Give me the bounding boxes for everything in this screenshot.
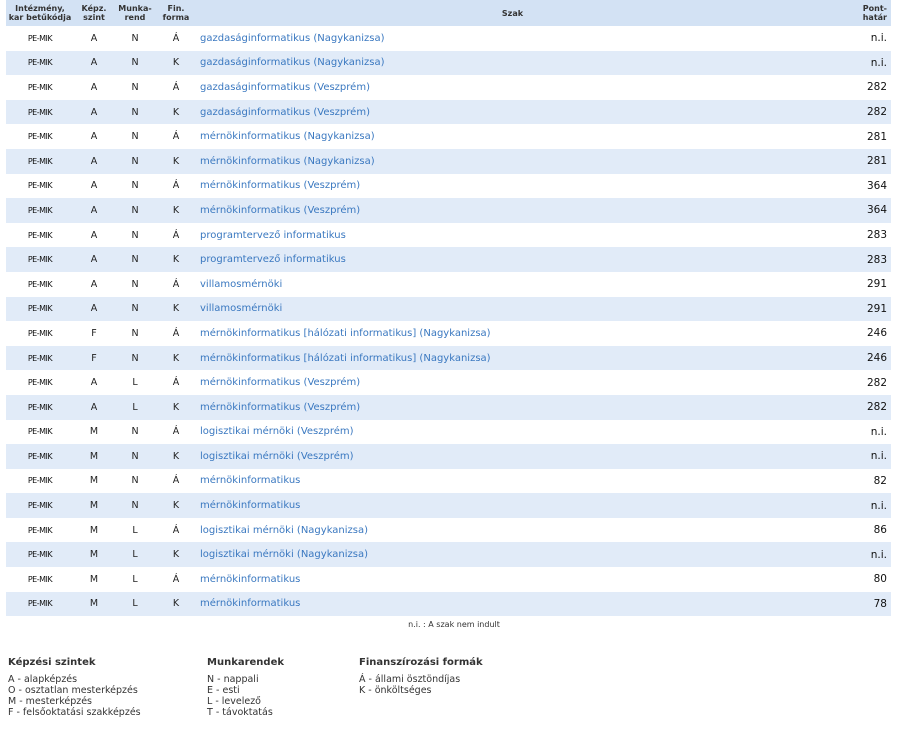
program-link[interactable]: logisztikai mérnöki (Nagykanizsa) [196,542,829,567]
mode-cell: N [114,223,156,248]
finance-cell: K [156,592,196,617]
institution-code-cell: PE-MIK [6,149,74,174]
legend-levels [8,657,173,718]
finance-cell: K [156,395,196,420]
legend-item: Á - állami ösztöndíjas [359,674,461,685]
level-cell: A [74,198,114,223]
table-row [6,346,891,371]
institution-code-cell: PE-MIK [6,518,74,543]
legend [8,657,517,718]
level-cell: M [74,592,114,617]
program-link[interactable]: gazdaságinformatikus (Nagykanizsa) [196,26,829,51]
table-row [6,51,891,76]
footnote: n.i. : A szak nem indult [408,620,500,630]
points-cell: 82 [829,469,891,494]
table-row [6,247,891,272]
table-row [6,124,891,149]
institution-code-cell: PE-MIK [6,592,74,617]
legend-item: A - alapképzés [8,674,78,685]
points-cell: n.i. [829,542,891,567]
program-link[interactable]: gazdaságinformatikus (Veszprém) [196,100,829,125]
header-mode: Munka- rend [114,0,156,26]
finance-cell: Á [156,370,196,395]
level-cell: A [74,174,114,199]
mode-cell: N [114,297,156,322]
level-cell: A [74,247,114,272]
institution-code-cell: PE-MIK [6,346,74,371]
mode-cell: N [114,272,156,297]
institution-code-cell: PE-MIK [6,75,74,100]
points-cell: 282 [829,395,891,420]
mode-cell: N [114,124,156,149]
header-points: Pont- határ [829,0,891,26]
points-cell: 364 [829,198,891,223]
table-row [6,395,891,420]
points-cell: 283 [829,247,891,272]
finance-cell: Á [156,223,196,248]
points-cell: 281 [829,124,891,149]
points-cell: 364 [829,174,891,199]
level-cell: A [74,149,114,174]
table-row [6,493,891,518]
table-row [6,321,891,346]
finance-cell: Á [156,174,196,199]
program-link[interactable]: mérnökinformatikus [196,493,829,518]
institution-code-cell: PE-MIK [6,100,74,125]
program-link[interactable]: mérnökinformatikus [196,469,829,494]
legend-item: O - osztatlan mesterképzés [8,685,138,696]
mode-cell: L [114,370,156,395]
mode-cell: N [114,51,156,76]
level-cell: M [74,469,114,494]
points-cell: 80 [829,567,891,592]
program-link[interactable]: villamosmérnöki [196,272,829,297]
legend-finance-title: Finanszírozási formák [359,657,483,668]
institution-code-cell: PE-MIK [6,567,74,592]
level-cell: A [74,75,114,100]
header-finance: Fin. forma [156,0,196,26]
finance-cell: K [156,444,196,469]
level-cell: F [74,321,114,346]
level-cell: A [74,370,114,395]
program-link[interactable]: mérnökinformatikus (Nagykanizsa) [196,124,829,149]
institution-code-cell: PE-MIK [6,297,74,322]
finance-cell: K [156,198,196,223]
institution-code-cell: PE-MIK [6,493,74,518]
points-cell: 282 [829,370,891,395]
points-cell: 291 [829,297,891,322]
institution-code-cell: PE-MIK [6,223,74,248]
points-cell: 246 [829,346,891,371]
points-cell: n.i. [829,444,891,469]
program-link[interactable]: logisztikai mérnöki (Veszprém) [196,444,829,469]
program-link[interactable]: gazdaságinformatikus (Nagykanizsa) [196,51,829,76]
points-cell: 78 [829,592,891,617]
mode-cell: N [114,75,156,100]
table-row [6,149,891,174]
level-cell: A [74,395,114,420]
program-link[interactable]: mérnökinformatikus (Veszprém) [196,395,829,420]
mode-cell: N [114,469,156,494]
institution-code-cell: PE-MIK [6,420,74,445]
header-institution: Intézmény, kar betűkódja [6,0,74,26]
institution-code-cell: PE-MIK [6,395,74,420]
legend-levels-title: Képzési szintek [8,657,96,668]
level-cell: F [74,346,114,371]
program-link[interactable]: mérnökinformatikus (Nagykanizsa) [196,149,829,174]
legend-modes-title: Munkarendek [207,657,285,668]
table-row [6,75,891,100]
table-row [6,542,891,567]
mode-cell: N [114,26,156,51]
points-cell: 86 [829,518,891,543]
institution-code-cell: PE-MIK [6,26,74,51]
program-link[interactable]: villamosmérnöki [196,297,829,322]
legend-item: N - nappali [207,674,259,685]
legend-item: F - felsőoktatási szakképzés [8,707,141,718]
table-row [6,26,891,51]
table-row [6,100,891,125]
mode-cell: L [114,518,156,543]
mode-cell: L [114,592,156,617]
header-program: Szak [196,0,829,26]
mode-cell: N [114,420,156,445]
mode-cell: N [114,321,156,346]
program-link[interactable]: programtervező informatikus [196,223,829,248]
institution-code-cell: PE-MIK [6,247,74,272]
finance-cell: Á [156,124,196,149]
header-level: Képz. szint [74,0,114,26]
finance-cell: K [156,100,196,125]
program-link[interactable]: mérnökinformatikus [hálózati informatikus] (Nagykanizsa) [196,346,829,371]
mode-cell: L [114,395,156,420]
level-cell: A [74,223,114,248]
points-cell: 281 [829,149,891,174]
institution-code-cell: PE-MIK [6,272,74,297]
level-cell: M [74,444,114,469]
legend-modes [207,657,325,718]
table-row [6,297,891,322]
institution-code-cell: PE-MIK [6,321,74,346]
finance-cell: Á [156,567,196,592]
finance-cell: Á [156,518,196,543]
program-link[interactable]: mérnökinformatikus (Veszprém) [196,370,829,395]
level-cell: A [74,297,114,322]
mode-cell: L [114,567,156,592]
level-cell: M [74,567,114,592]
program-link[interactable]: programtervező informatikus [196,247,829,272]
points-cell: 246 [829,321,891,346]
institution-code-cell: PE-MIK [6,51,74,76]
finance-cell: K [156,346,196,371]
level-cell: M [74,518,114,543]
finance-cell: K [156,542,196,567]
table-row [6,469,891,494]
institution-code-cell: PE-MIK [6,444,74,469]
mode-cell: N [114,247,156,272]
program-link[interactable]: gazdaságinformatikus (Veszprém) [196,75,829,100]
mode-cell: N [114,198,156,223]
points-cell: n.i. [829,51,891,76]
finance-cell: Á [156,272,196,297]
finance-cell: K [156,149,196,174]
table-row [6,223,891,248]
legend-item: E - esti [207,685,240,696]
table-row [6,272,891,297]
program-link[interactable]: mérnökinformatikus (Veszprém) [196,198,829,223]
level-cell: A [74,100,114,125]
level-cell: A [74,51,114,76]
finance-cell: Á [156,420,196,445]
mode-cell: L [114,542,156,567]
level-cell: M [74,542,114,567]
mode-cell: N [114,100,156,125]
table-row [6,174,891,199]
points-cell: 282 [829,100,891,125]
mode-cell: N [114,493,156,518]
results-table [6,0,891,616]
level-cell: M [74,420,114,445]
finance-cell: K [156,247,196,272]
table-row [6,518,891,543]
table-row [6,420,891,445]
program-link[interactable]: mérnökinformatikus (Veszprém) [196,174,829,199]
institution-code-cell: PE-MIK [6,469,74,494]
level-cell: A [74,124,114,149]
institution-code-cell: PE-MIK [6,174,74,199]
level-cell: A [74,272,114,297]
table-row [6,567,891,592]
level-cell: M [74,493,114,518]
institution-code-cell: PE-MIK [6,124,74,149]
table-header-row [6,0,891,26]
points-cell: 291 [829,272,891,297]
table-row [6,444,891,469]
institution-code-cell: PE-MIK [6,370,74,395]
table-row [6,198,891,223]
finance-cell: K [156,297,196,322]
legend-item: M - mesterképzés [8,696,93,707]
finance-cell: K [156,493,196,518]
points-cell: 282 [829,75,891,100]
program-link[interactable]: logisztikai mérnöki (Veszprém) [196,420,829,445]
level-cell: A [74,26,114,51]
mode-cell: N [114,346,156,371]
finance-cell: Á [156,75,196,100]
points-cell: 283 [829,223,891,248]
points-cell: n.i. [829,420,891,445]
institution-code-cell: PE-MIK [6,542,74,567]
legend-item: T - távoktatás [207,707,273,718]
points-cell: n.i. [829,26,891,51]
mode-cell: N [114,174,156,199]
finance-cell: K [156,51,196,76]
program-link[interactable]: mérnökinformatikus [hálózati informatikus] (Nagykanizsa) [196,321,829,346]
mode-cell: N [114,149,156,174]
finance-cell: Á [156,321,196,346]
legend-item: K - önköltséges [359,685,432,696]
mode-cell: N [114,444,156,469]
program-link[interactable]: logisztikai mérnöki (Nagykanizsa) [196,518,829,543]
institution-code-cell: PE-MIK [6,198,74,223]
program-link[interactable]: mérnökinformatikus [196,592,829,617]
legend-finance [359,657,483,718]
finance-cell: Á [156,26,196,51]
program-link[interactable]: mérnökinformatikus [196,567,829,592]
table-body [6,26,891,616]
legend-item: L - levelező [207,696,261,707]
table-row [6,370,891,395]
points-cell: n.i. [829,493,891,518]
finance-cell: Á [156,469,196,494]
table-row [6,592,891,617]
